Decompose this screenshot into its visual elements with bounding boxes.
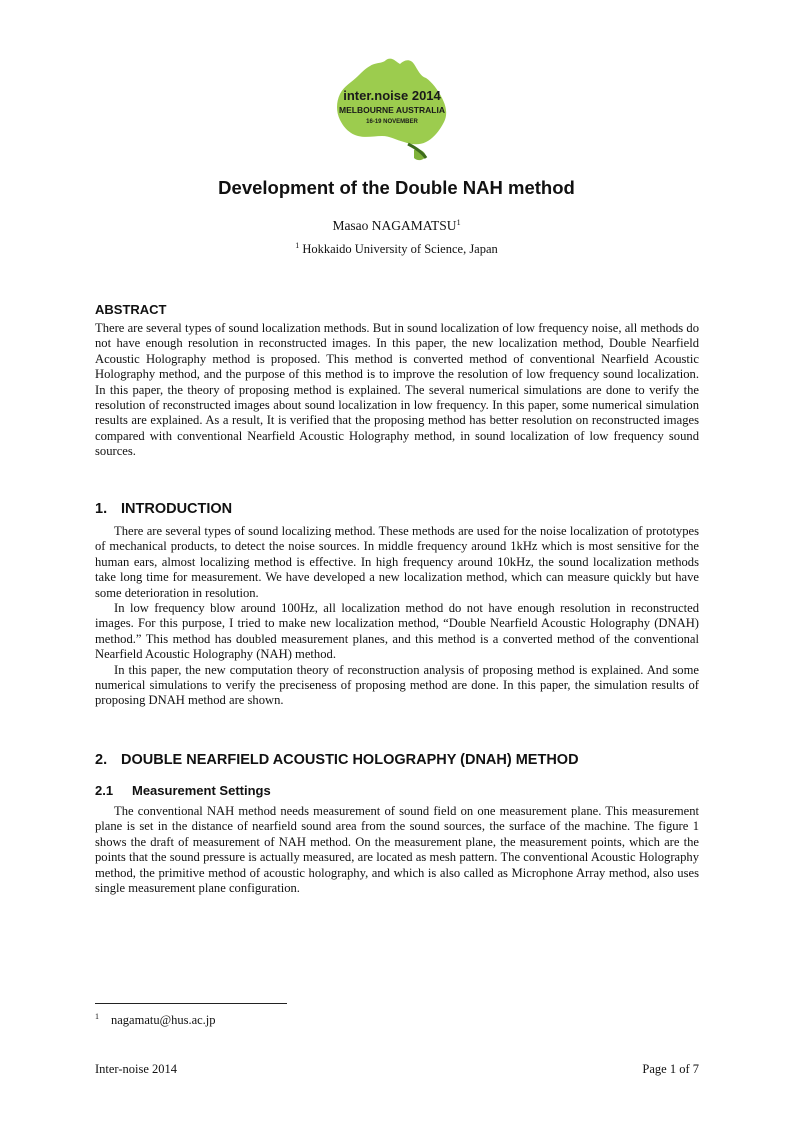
section-1-paragraph: In low frequency blow around 100Hz, all localization method do not have enough resolution in reconstructed images. For this purpose, I tried to make new localization method, “Double Nearfield Acoustic Holography (DNAH) method.” This method has doubled measurement planes, and this method is a converted method of the conventional Nearfield Acoustic Holography (NAH) method. — [95, 601, 699, 662]
abstract-text: There are several types of sound localization methods. But in sound localization of low frequency noise, all methods do not have enough resolution in reconstructed images. In this paper, the new localization method, Double Nearfield Acoustic Holography method is proposed. This method is converted method of conventional Nearfield Acoustic Holography method, and the purpose of this method is to improve the resolution of low frequency sound localization. In this paper, the theory of proposing method is explained. The several numerical simulations are done to verify the resolution of reconstructed images about sound localization in low frequency. In this paper, some numerical simulation results are explained. As a result, It is verified that the proposing method has better resolution on reconstructed images compared with conventional Nearfield Acoustic Holography method, in sound localization of low frequency sound sources. — [95, 321, 699, 459]
section-1-body — [95, 524, 699, 709]
section-2-title: DOUBLE NEARFIELD ACOUSTIC HOLOGRAPHY (DNAH) METHOD — [121, 752, 579, 768]
footer-page-number: Page 1 of 7 — [642, 1062, 699, 1076]
footnote-rule — [95, 1003, 287, 1004]
author-line — [0, 218, 793, 234]
section-2-number: 2. — [95, 752, 108, 768]
section-1-paragraph: In this paper, the new computation theory of reconstruction analysis of proposing method is explained. And some numerical simulations to verify the preciseness of proposing method are done. In this paper, the simulation results of proposing DNAH method are shown. — [95, 662, 699, 708]
section-1-heading — [95, 501, 232, 517]
subsection-2-1-body — [95, 804, 699, 896]
section-1-title: INTRODUCTION — [121, 501, 233, 517]
affiliation-mark: 1 — [295, 241, 300, 250]
logo-line-1: inter.noise 2014 — [343, 88, 441, 103]
abstract-body — [95, 321, 699, 460]
subsection-2-1-heading — [95, 783, 271, 798]
logo-line-2: MELBOURNE AUSTRALIA — [339, 105, 445, 115]
conference-logo — [330, 52, 454, 168]
subsection-2-1-number: 2.1 — [95, 783, 114, 798]
australia-map-logo — [330, 52, 454, 168]
section-1-paragraph: There are several types of sound localizing method. These methods are used for the noise localization of prototypes of mechanical products, to detect the noise sources. In middle frequency around 1kHz which is most sensitive for the human ears, almost localizing method is effective. In high frequency around 10kHz, the sound localization methods take long time for measurement. We have developed a new localization method, which can measure quickly but have some deterioration in resolution. — [95, 524, 699, 600]
paper-title: Development of the Double NAH method — [218, 177, 575, 198]
section-2-heading — [95, 752, 579, 768]
footer-conference: Inter-noise 2014 — [95, 1062, 178, 1076]
footnote — [95, 1013, 216, 1028]
affiliation-text: Hokkaido University of Science, Japan — [302, 242, 498, 256]
author-name: Masao NAGAMATSU — [332, 218, 457, 233]
affiliation-line — [0, 242, 793, 257]
footnote-email: nagamatu@hus.ac.jp — [111, 1013, 216, 1027]
author-footnote-mark: 1 — [456, 218, 461, 227]
footnote-mark: 1 — [95, 1012, 99, 1021]
subsection-2-1-title: Measurement Settings — [132, 783, 271, 798]
subsection-2-1-paragraph: The conventional NAH method needs measurement of sound field on one measurement plane. This measurement plane is set in the distance of nearfield sound area from the sound sources, the surface of the machine. The figure 1 shows the draft of measurement of NAH method. On the measurement plane, the measurement points, which are the points that the sound pressure is actually measured, are located as mesh pattern. The conventional Acoustic Holography method, the primitive method of acoustic holography, and which is also called as Microphone Array method, also uses single measurement plane configuration. — [95, 804, 699, 896]
logo-line-3: 16-19 NOVEMBER — [366, 119, 418, 125]
abstract-heading: ABSTRACT — [95, 302, 167, 317]
section-1-number: 1. — [95, 501, 108, 517]
